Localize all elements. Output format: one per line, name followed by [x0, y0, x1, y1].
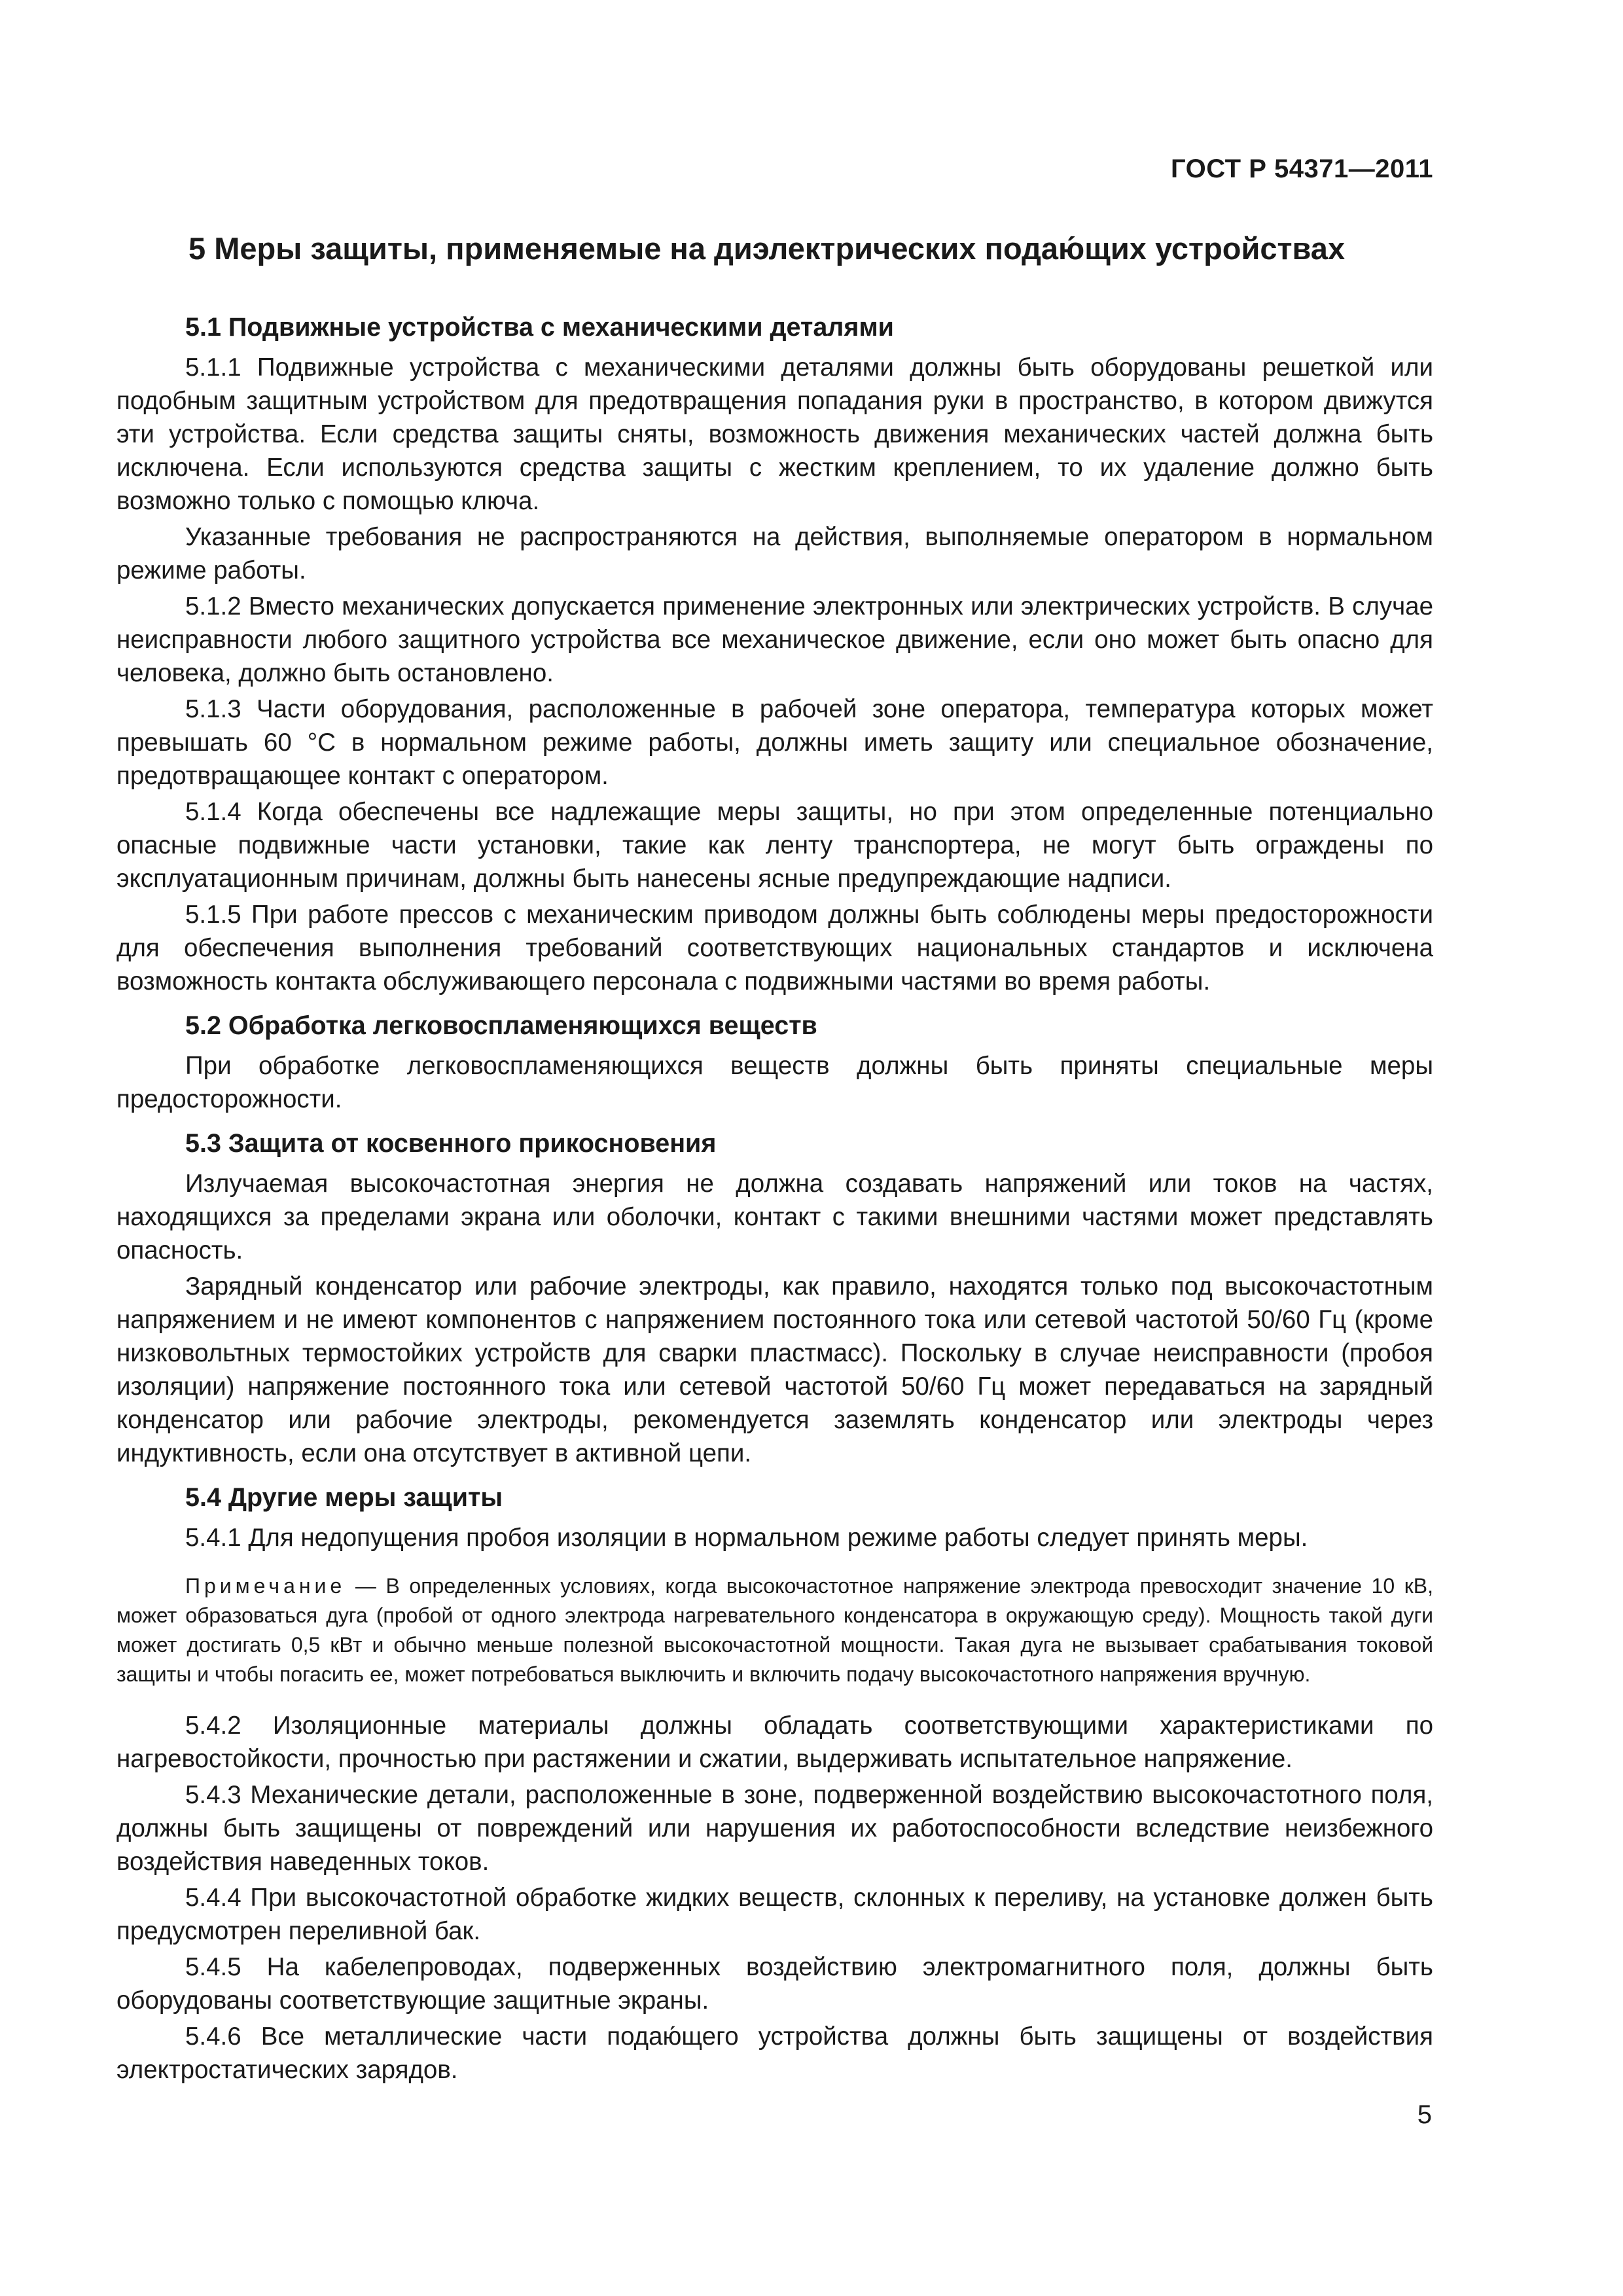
note-text: — В определенных условиях, когда высокочастотное напряжение электрода превосходит значение 10 кВ, может образоваться дуга (пробой от одного электрода нагревательного конденсатора в окружающую среду). Мощность такой дуги может достигать 0,5 кВт и обычно меньше полезной высокочастотной мощности. Такая дуга не вызывает срабатывания токовой защиты и чтобы погасить ее, может потребоваться выключить и включить подачу высокочастотного напряжения вручную. — [116, 1574, 1433, 1686]
note-block — [116, 1571, 1433, 1689]
note-label: Примечание — [185, 1574, 346, 1598]
paragraph-5-1-1-note: Указанные требования не распространяются на действия, выполняемые оператором в нормальном режиме работы. — [116, 523, 1433, 584]
paragraph-5-1-1: 5.1.1 Подвижные устройства с механическими деталями должны быть оборудованы решеткой или подобным защитным устройством для предотвращения попадания руки в пространство, в котором движутся эти устройства. Если средства защиты сняты, возможность движения механических частей должна быть исключена. Если используются средства защиты с жестким креплением, то их удаление должно быть возможно только с помощью ключа. — [116, 353, 1433, 515]
document-code: ГОСТ Р 54371—2011 — [1171, 154, 1433, 183]
subsection-heading-5-3: 5.3 Защита от косвенного прикосновения — [185, 1129, 717, 1158]
paragraph-5-1-2: 5.1.2 Вместо механических допускается применение электронных или электрических устройств. В случае неисправности любого защитного устройства все механическое движение, если оно может быть опасно для человека, должно быть остановлено. — [116, 592, 1433, 687]
section-title: 5 Меры защиты, применяемые на диэлектрических подаю́щих устройствах — [188, 231, 1346, 266]
subsection-heading-5-2: 5.2 Обработка легковоспламеняющихся веществ — [185, 1011, 817, 1040]
paragraph-5-4-3: 5.4.3 Механические детали, расположенные в зоне, подверженной воздействию высокочастотного поля, должны быть защищены от повреждений или нарушения их работоспособности вследствие неизбежного воздействия наведенных токов. — [116, 1781, 1433, 1876]
paragraph-5-4-4: 5.4.4 При высокочастотной обработке жидких веществ, склонных к переливу, на установке должен быть предусмотрен переливной бак. — [116, 1884, 1433, 1945]
paragraph-5-1-5: 5.1.5 При работе прессов с механическим приводом должны быть соблюдены меры предосторожности для обеспечения выполнения требований соответствующих национальных стандартов и исключена возможность контакта обслуживающего персонала с подвижными частями во время работы. — [116, 901, 1433, 996]
subsection-heading-5-1: 5.1 Подвижные устройства с механическими деталями — [185, 313, 894, 342]
paragraph-5-4-1: 5.4.1 Для недопущения пробоя изоляции в нормальном режиме работы следует принять меры. — [185, 1524, 1308, 1552]
page-number: 5 — [1417, 2100, 1432, 2129]
page-content — [116, 229, 1433, 2089]
paragraph-5-1-3: 5.1.3 Части оборудования, расположенные в рабочей зоне оператора, температура которых может превышать 60 °С в нормальном режиме работы, должны иметь защиту или специальное обозначение, предотвращающее контакт с оператором. — [116, 695, 1433, 790]
paragraph-5-4-5: 5.4.5 На кабелепроводах, подверженных воздействию электромагнитного поля, должны быть оборудованы соответствующие защитные экраны. — [116, 1953, 1433, 2015]
paragraph-5-2: При обработке легковоспламеняющихся веществ должны быть приняты специальные меры предосторожности. — [116, 1052, 1433, 1113]
paragraph-5-3-a: Излучаемая высокочастотная энергия не должна создавать напряжений или токов на частях, находящихся за пределами экрана или оболочки, контакт с такими внешними частями может представлять опасность. — [116, 1170, 1433, 1265]
paragraph-5-4-6: 5.4.6 Все металлические части подаю́щего устройства должны быть защищены от воздействия электростатических зарядов. — [116, 2022, 1433, 2084]
paragraph-5-1-4: 5.1.4 Когда обеспечены все надлежащие меры защиты, но при этом определенные потенциально опасные подвижные части установки, такие как ленту транспортера, не могут быть ограждены по эксплуатационным причинам, должны быть нанесены ясные предупреждающие надписи. — [116, 798, 1433, 893]
subsection-heading-5-4: 5.4 Другие меры защиты — [185, 1483, 503, 1512]
paragraph-5-3-b: Зарядный конденсатор или рабочие электроды, как правило, находятся только под высокочастотным напряжением и не имеют компонентов с напряжением постоянного тока или сетевой частотой 50/60 Гц (кроме низковольтных термостойких устройств для сварки пластмасс). Поскольку в случае неисправности (пробоя изоляции) напряжение постоянного тока или сетевой частотой 50/60 Гц может передаваться на зарядный конденсатор или рабочие электроды, рекомендуется заземлять конденсатор или электроды через индуктивность, если она отсутствует в активной цепи. — [116, 1272, 1433, 1467]
paragraph-5-4-2: 5.4.2 Изоляционные материалы должны обладать соответствующими характеристиками по нагревостойкости, прочностью при растяжении и сжатии, выдерживать испытательное напряжение. — [116, 1712, 1433, 1773]
